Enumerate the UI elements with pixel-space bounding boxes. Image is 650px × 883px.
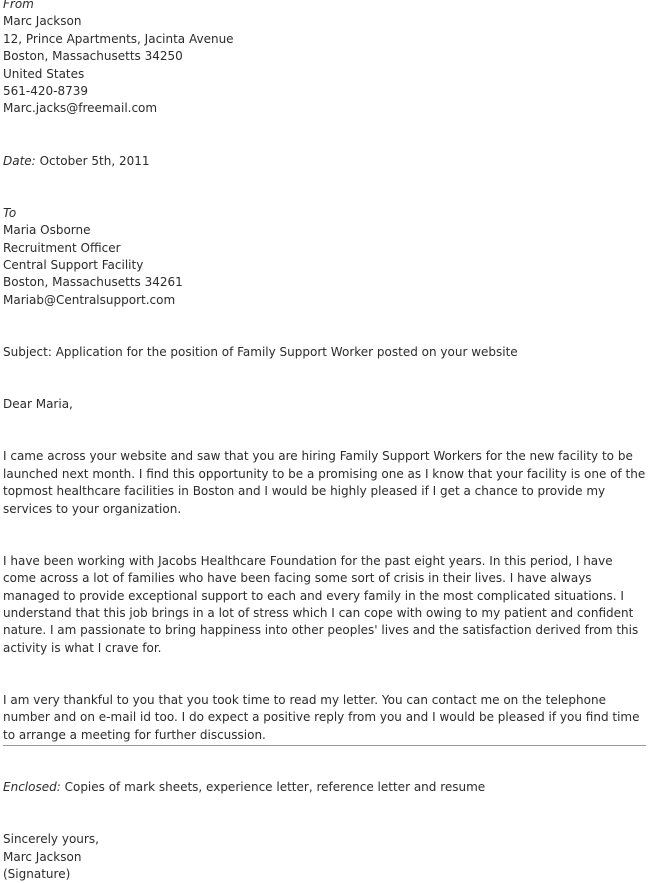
recipient-email: Mariab@Centralsupport.com [3, 292, 176, 307]
sender-country: United States [3, 66, 85, 81]
date-value: October 5th, 2011 [39, 153, 150, 168]
spacer [3, 535, 646, 552]
salutation: Dear Maria, [3, 397, 73, 412]
footer-divider [3, 745, 646, 746]
spacer [3, 675, 646, 692]
body-paragraph: I am very thankful to you that you took time to read my letter. You can contact me on the telephone number and on e-mail id too. I do expect a positive reply from you and I would be pleased if you find time to arrange a meeting for further discussion. [3, 693, 640, 742]
spacer [3, 814, 646, 831]
spacer [3, 431, 646, 448]
closing-valediction: Sincerely yours, [3, 832, 99, 847]
body-paragraph: I have been working with Jacobs Healthcare Foundation for the past eight years. In this period, I have come across a lot of families who have been facing some sort of crisis in their lives. I have always managed to provide exceptional support to each and every family in the most complicated situations. I understand that this job brings in a lot of stress which I can cope with owing to my patient and confident nature. I am passionate to bring happiness into other peoples' lives and the satisfaction derived from this activity is what I crave for. [3, 553, 639, 655]
recipient-label: To [3, 205, 17, 220]
spacer [3, 118, 646, 135]
recipient-address: Boston, Massachusetts 34261 [3, 275, 183, 290]
spacer [3, 135, 646, 152]
spacer [3, 379, 646, 396]
signature-placeholder: (Signature) [3, 867, 71, 882]
spacer [3, 361, 646, 378]
sender-email: Marc.jacks@freemail.com [3, 101, 158, 116]
date-block [3, 153, 646, 170]
enclosure-value: Copies of mark sheets, experience letter, reference letter and resume [64, 780, 486, 795]
spacer [3, 414, 646, 431]
spacer [3, 170, 646, 187]
enclosure-label: Enclosed: [3, 780, 61, 795]
recipient-title: Recruitment Officer [3, 240, 121, 255]
sender-label: From [3, 0, 34, 11]
spacer [3, 796, 646, 813]
sender-address-line-1: 12, Prince Apartments, Jacinta Avenue [3, 31, 234, 46]
closing-name: Marc Jackson [3, 849, 82, 864]
enclosure-line [3, 779, 646, 796]
spacer [3, 327, 646, 344]
spacer [3, 762, 646, 779]
sender-phone: 561-420-8739 [3, 84, 89, 99]
sender-block [3, 0, 646, 118]
recipient-name: Maria Osborne [3, 223, 91, 238]
sender-name: Marc Jackson [3, 14, 82, 29]
spacer [3, 744, 646, 761]
spacer [3, 187, 646, 204]
recipient-block [3, 205, 646, 309]
body-paragraph: I came across your website and saw that you are hiring Family Support Workers for the new facility to be launched next month. I find this opportunity to be a promising one as I know that your facility is one of the topmost healthcare facilities in Boston and I would be highly pleased if I get a chance to provide my services to your organization. [3, 449, 646, 516]
subject-line: Subject: Application for the position of Family Support Worker posted on your website [3, 345, 518, 360]
letter-body [3, 0, 646, 883]
spacer [3, 657, 646, 674]
date-line [3, 153, 646, 170]
date-label: Date: [3, 153, 36, 168]
sender-address-line-2: Boston, Massachusetts 34250 [3, 49, 183, 64]
spacer [3, 518, 646, 535]
closing-block [3, 831, 646, 883]
recipient-organization: Central Support Facility [3, 258, 144, 273]
spacer [3, 309, 646, 326]
